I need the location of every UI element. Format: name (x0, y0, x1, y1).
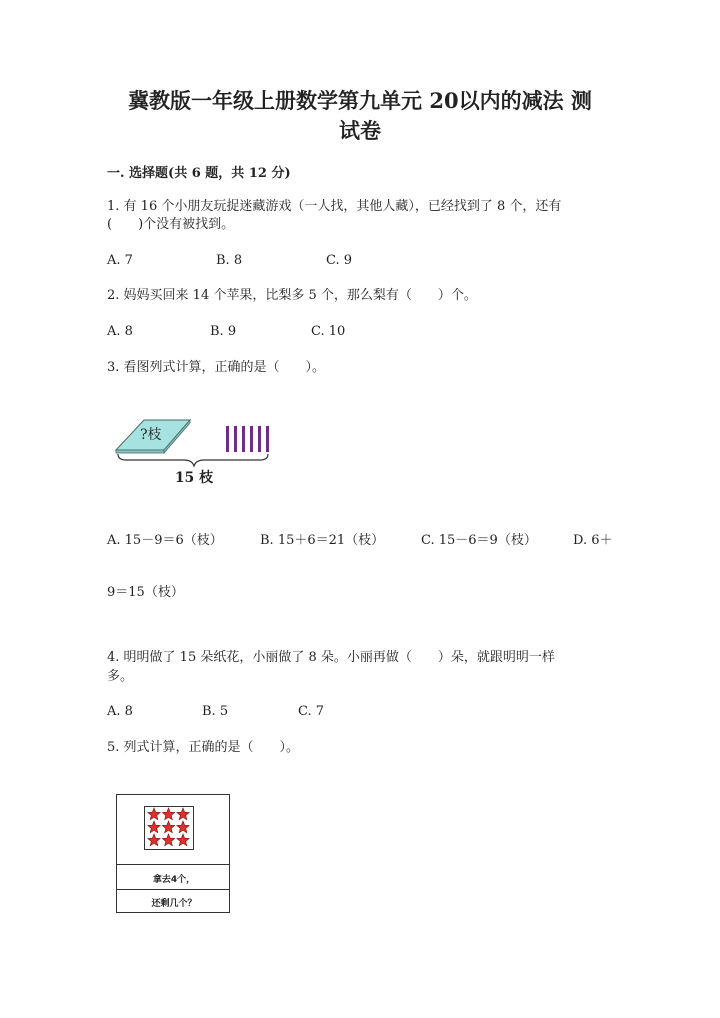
question-5-stem: 5. 列式计算，正确的是（ ）。 (107, 740, 300, 755)
star-icon (148, 834, 160, 846)
question-2-option-b[interactable]: B. 9 (210, 324, 237, 339)
question-3-figure (112, 418, 277, 490)
question-1-stem-line2: ( )个没有被找到。 (107, 217, 235, 232)
stick-icon (258, 426, 261, 452)
star-icon (162, 834, 174, 846)
stick-icon (234, 426, 237, 452)
question-1-option-a[interactable]: A. 7 (107, 253, 133, 268)
divider (117, 889, 229, 890)
question-2-stem: 2. 妈妈买回来 14 个苹果，比梨多 5 个，那么梨有（ ）个。 (107, 288, 477, 303)
question-1-option-b[interactable]: B. 8 (216, 253, 243, 268)
document-title-line2: 试卷 (339, 118, 381, 143)
question-3-option-a[interactable]: A. 15－9＝6（枝） (107, 533, 223, 548)
figure-caption-2: 还剩几个？ (151, 899, 197, 909)
star-icon (177, 808, 189, 820)
question-4-option-b[interactable]: B. 5 (202, 704, 229, 719)
question-4-option-a[interactable]: A. 8 (107, 704, 133, 719)
question-1-option-c[interactable]: C. 9 (326, 253, 353, 268)
book-edge (116, 450, 164, 453)
question-2-option-c[interactable]: C. 10 (311, 324, 346, 339)
brace-icon (118, 454, 268, 466)
figure-caption-1: 拿去4个， (152, 875, 196, 885)
book-label: ?枝 (140, 427, 162, 443)
question-1-stem-line1: 1. 有 16 个小朋友玩捉迷藏游戏（一人找，其他人藏），已经找到了 8 个，还有 (107, 199, 562, 214)
question-3-stem: 3. 看图列式计算，正确的是（ ）。 (107, 360, 326, 375)
star-icon (162, 808, 174, 820)
star-icon (148, 821, 160, 833)
section-heading: 一. 选择题(共 6 题，共 12 分) (107, 166, 291, 181)
stick-icon (266, 426, 269, 452)
star-frame (144, 806, 194, 850)
divider (117, 864, 229, 865)
stick-group (226, 426, 269, 452)
question-3-option-d-wrap[interactable]: 9＝15（枝） (107, 585, 184, 600)
question-4-stem-line2: 多。 (107, 669, 134, 684)
total-label: 15 枝 (174, 470, 214, 486)
star-icon (177, 834, 189, 846)
document-title-line1: 冀教版一年级上册数学第九单元 20以内的减法 测 (128, 88, 592, 113)
question-3-option-c[interactable]: C. 15－6＝9（枝） (421, 533, 537, 548)
star-icon (162, 821, 174, 833)
star-icon (148, 808, 160, 820)
question-4-option-c[interactable]: C. 7 (298, 704, 325, 719)
star-grid (145, 807, 192, 848)
stick-icon (226, 426, 229, 452)
star-icon (177, 821, 189, 833)
question-5-figure (116, 794, 230, 913)
stick-icon (242, 426, 245, 452)
question-4-stem-line1: 4. 明明做了 15 朵纸花，小丽做了 8 朵。小丽再做（ ）朵，就跟明明一样 (107, 650, 555, 665)
question-3-option-d[interactable]: D. 6＋ (573, 533, 613, 548)
question-2-option-a[interactable]: A. 8 (107, 324, 133, 339)
question-3-option-b[interactable]: B. 15＋6＝21（枝） (260, 533, 385, 548)
stick-icon (250, 426, 253, 452)
